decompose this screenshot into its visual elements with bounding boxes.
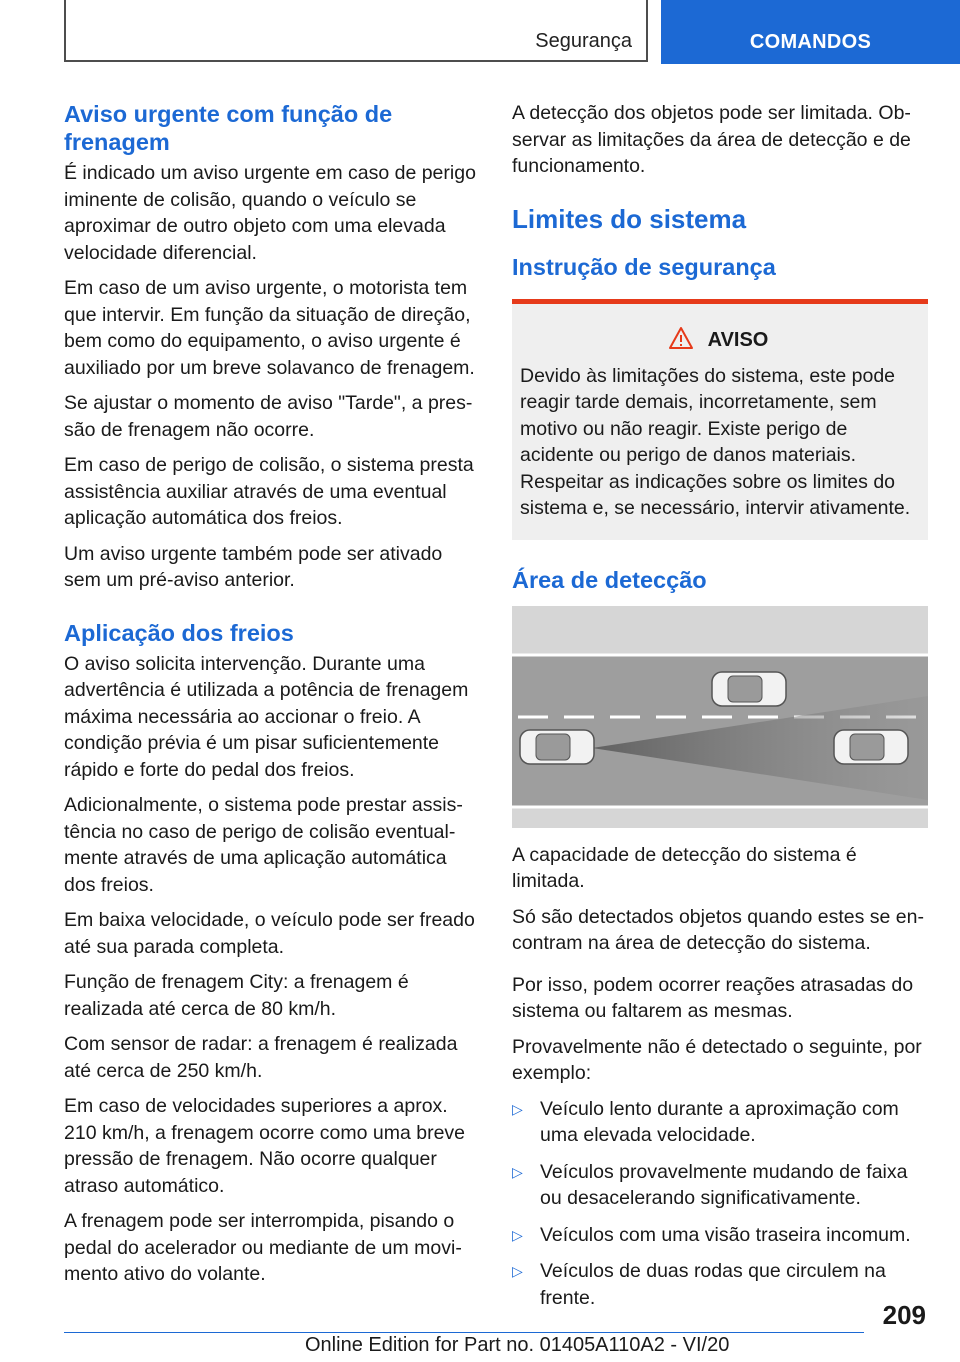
car-ahead-same-lane	[834, 730, 908, 764]
header-frame	[64, 0, 648, 62]
triangle-bullet-icon: ▷	[512, 1263, 523, 1279]
paragraph: Com sensor de radar: a frenagem é realizada até cerca de 250 km/h.	[64, 1033, 458, 1082]
paragraph: Em caso de um aviso urgente, o motorista tem que intervir. Em função da situação de direção, bem como do equipamento, o aviso urgente é auxiliado por um breve solavanco de frenagem.	[64, 277, 475, 379]
triangle-bullet-icon: ▷	[512, 1226, 523, 1243]
paragraph: A frenagem pode ser interrompida, pisando o pedal do acelerador ou mediante de um movimento ativo do volante.	[64, 1210, 462, 1285]
warning-triangle-icon	[668, 326, 694, 355]
warning-label: AVISO	[707, 328, 769, 351]
right-column	[512, 100, 928, 1321]
detection-area-illustration	[512, 606, 928, 828]
paragraph: Função de frenagem City: a frenagem é realizada até cerca de 80 km/h.	[64, 971, 409, 1020]
page-number: 209	[882, 1300, 926, 1330]
list-item: ▷ Veículos de duas rodas que circulem na frente.	[512, 1260, 886, 1309]
paragraph: Em baixa velocidade, o veículo pode ser freado até sua parada completa.	[64, 909, 475, 958]
heading-detection-area: Área de detecção	[512, 566, 707, 593]
list-item: ▷ Veículos com uma visão traseira incomum.	[512, 1222, 928, 1249]
list-item: ▷ Veículo lento durante a aproximação com uma elevada velocidade.	[512, 1097, 899, 1146]
paragraph: Um aviso urgente também pode ser ativado sem um pré-aviso anterior.	[64, 542, 443, 591]
car-own	[520, 730, 594, 764]
header-section-title: Segurança	[535, 30, 632, 52]
undetected-objects-list	[512, 1096, 928, 1312]
footer-rule	[64, 1332, 864, 1333]
paragraph: Adicionalmente, o sistema pode prestar assistência no caso de perigo de colisão eventualmente através de uma aplicação automática dos freios.	[64, 794, 463, 896]
heading-system-limits: Limites do sistema	[512, 203, 747, 234]
warning-box	[512, 299, 928, 540]
paragraph: O aviso solicita intervenção. Durante uma advertência é utilizada a potência de frenagem máxima necessária ao accionar o freio. A condição prévia é um pisar suficientemente rápido e forte do pedal dos freios.	[64, 652, 469, 781]
paragraph: Só são detectados objetos quando estes se encontram na área de detecção do sistema.	[512, 905, 924, 954]
paragraph: A capacidade de detecção do sistema é limitada.	[512, 843, 857, 892]
list-item: ▷ Veículos provavelmente mudando de faixa ou desacelerando significativamente.	[512, 1160, 908, 1209]
footer-edition: Online Edition for Part no. 01405A110A2 - VI/20	[305, 1334, 730, 1356]
warning-text: Devido às limitações do sistema, este pode reagir tarde demais, incorretamente, sem motivo ou não reagir. Existe perigo de acidente ou perigo de danos materiais. Respeitar as indicações sobre os limites do sistema e, se necessário, intervir ativamente.	[520, 364, 911, 519]
paragraph: É indicado um aviso urgente em caso de perigo iminente de colisão, quando o veículo se aproximar de outro objeto com uma elevada velocidade diferencial.	[64, 162, 476, 264]
paragraph: Por isso, podem ocorrer reações atrasadas do sistema ou faltarem as mesmas.	[512, 973, 914, 1022]
paragraph: A detecção dos objetos pode ser limitada. Observar as limitações da área de detecção e de funcionamento.	[512, 102, 911, 177]
left-column	[64, 100, 480, 1297]
paragraph: Em caso de perigo de colisão, o sistema presta assistência auxiliar através de uma eventual aplicação automática dos freios.	[64, 454, 474, 529]
paragraph: Provavelmente não é detectado o seguinte, por exemplo:	[512, 1035, 922, 1084]
header-chapter-tab[interactable]: COMANDOS	[661, 0, 960, 64]
triangle-bullet-icon: ▷	[512, 1163, 523, 1180]
heading-safety-instruction: Instrução de segurança	[512, 253, 776, 280]
triangle-bullet-icon: ▷	[512, 1100, 523, 1117]
car-ahead-left-lane	[712, 672, 786, 706]
paragraph: Em caso de velocidades superiores a aprox. 210 km/h, a frenagem ocorre como uma breve pressão de frenagem. Não ocorre qualquer atraso automático.	[64, 1095, 466, 1197]
heading-urgent-warning: Aviso urgente com função de frenagem	[64, 101, 393, 155]
paragraph: Se ajustar o momento de aviso "Tarde", a pressão de frenagem não ocorre.	[64, 392, 473, 441]
heading-brake-application: Aplicação dos freios	[64, 619, 294, 646]
warning-title	[520, 326, 916, 355]
